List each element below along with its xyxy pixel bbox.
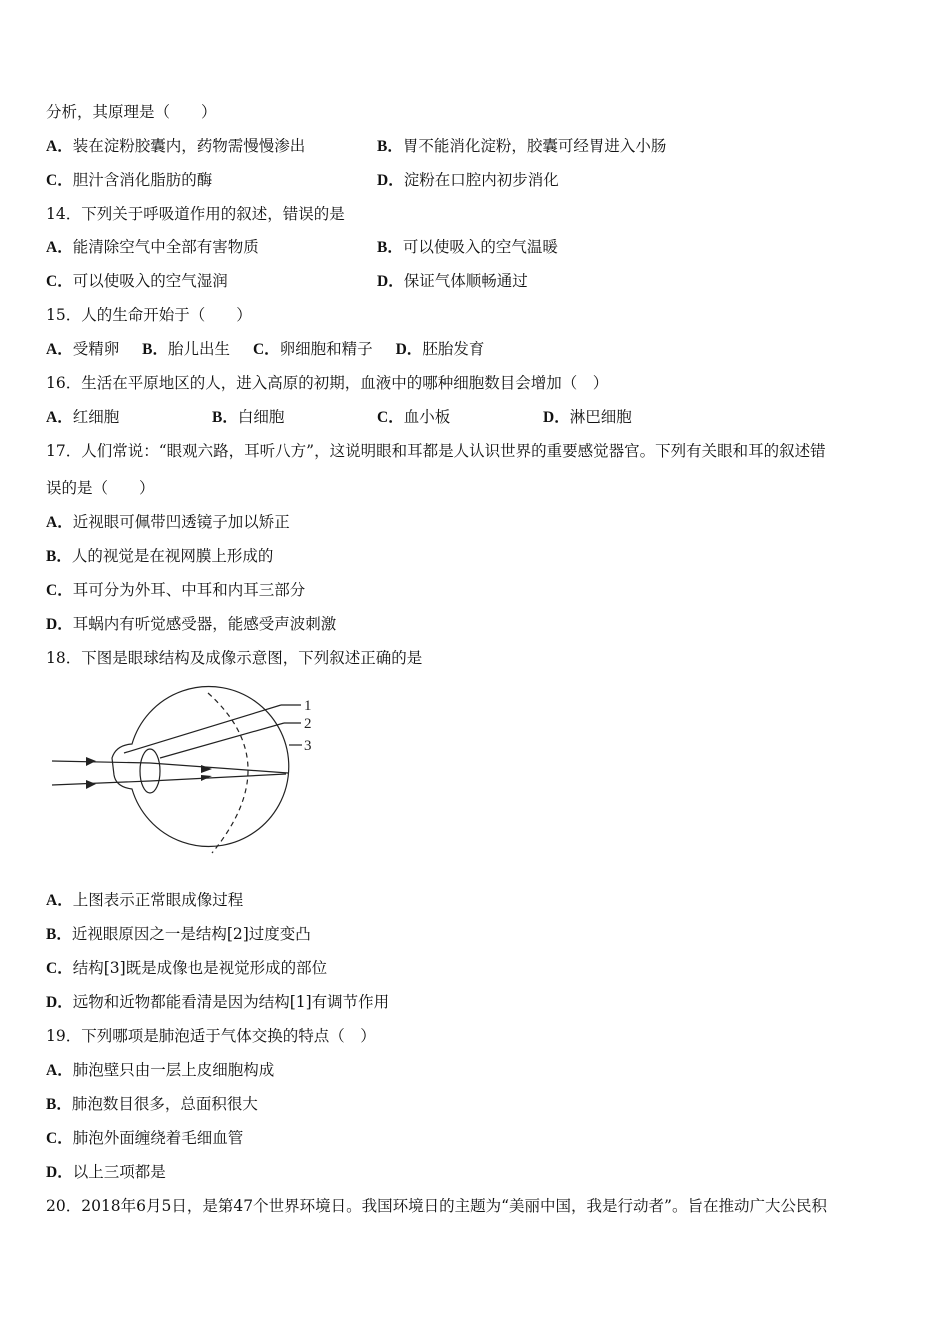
option-text: 胆汁含消化脂肪的酶 <box>72 171 213 189</box>
option-text: 胃不能消化淀粉，胶囊可经胃进入小肠 <box>402 137 667 155</box>
option-text: 能清除空气中全部有害物质 <box>72 238 259 256</box>
q17-stem-line1: 17．人们常说：“眼观六路，耳听八方”，这说明眼和耳都是人认识世界的重要感觉器官。下列有关眼和耳的叙述错 <box>46 442 826 460</box>
q14-option-d <box>377 271 528 292</box>
q13-option-d <box>377 170 559 191</box>
option-letter: B． <box>377 138 403 155</box>
q16-option-a: A．红细胞 <box>46 408 120 426</box>
q19-option-a: A．肺泡壁只由一层上皮细胞构成 <box>46 1061 275 1079</box>
option-letter: A． <box>46 138 73 155</box>
q13-option-c <box>46 170 212 191</box>
q18-stem: 18．下图是眼球结构及成像示意图，下列叙述正确的是 <box>46 649 423 667</box>
q17-option-c: C．耳可分为外耳、中耳和内耳三部分 <box>46 581 306 599</box>
q15-options <box>46 339 502 360</box>
option-letter: D． <box>377 172 404 189</box>
q16-stem: 16．生活在平原地区的人，进入高原的初期，血液中的哪种细胞数目会增加（ ） <box>46 374 609 392</box>
option-letter: A． <box>46 239 73 256</box>
q18-option-a: A．上图表示正常眼成像过程 <box>46 891 244 909</box>
q19-option-d: D．以上三项都是 <box>46 1163 166 1181</box>
q16-option-b: B．白细胞 <box>212 408 285 426</box>
eyeball-diagram <box>46 683 336 863</box>
option-text: 可以使吸入的空气温暖 <box>402 238 558 256</box>
diagram-label-1: 1 <box>304 698 312 714</box>
eyeball-illustration <box>46 683 336 863</box>
q18-option-b: B．近视眼原因之一是结构[2]过度变凸 <box>46 925 311 943</box>
option-letter: D． <box>377 273 404 290</box>
q15-stem: 15．人的生命开始于（ ） <box>46 306 252 324</box>
q17-stem-line2: 误的是（ ） <box>46 479 155 497</box>
q15-option-a: A．受精卵 <box>46 340 120 358</box>
q14-stem: 14．下列关于呼吸道作用的叙述，错误的是 <box>46 205 345 223</box>
q15-option-b: B．胎儿出生 <box>142 340 231 358</box>
option-letter: C． <box>46 273 73 290</box>
q15-option-c: C．卵细胞和精子 <box>252 340 373 358</box>
q14-option-a <box>46 237 259 258</box>
q15-option-d: D．胚胎发育 <box>395 340 485 358</box>
q14-option-c <box>46 271 228 292</box>
q17-option-a: A．近视眼可佩带凹透镜子加以矫正 <box>46 513 290 531</box>
q13-option-b <box>377 136 666 157</box>
q17-option-d: D．耳蜗内有听觉感受器，能感受声波刺激 <box>46 615 337 633</box>
diagram-label-2: 2 <box>304 716 312 732</box>
q20-stem: 20．2018年6月5日，是第47个世界环境日。我国环境日的主题为“美丽中国，我是行动者”。旨在推动广大公民积 <box>46 1197 827 1215</box>
q13-stem-tail: 分析，其原理是（ ） <box>46 103 217 121</box>
q19-option-b: B．肺泡数目很多，总面积很大 <box>46 1095 258 1113</box>
option-text: 装在淀粉胶囊内，药物需慢慢渗出 <box>72 137 306 155</box>
q14-option-b <box>377 237 558 258</box>
q16-option-d: D．淋巴细胞 <box>543 408 632 426</box>
q13-option-a <box>46 136 305 157</box>
option-text: 淀粉在口腔内初步消化 <box>403 171 559 189</box>
diagram-label-3: 3 <box>304 738 312 754</box>
option-letter: B． <box>377 239 403 256</box>
q16-option-c: C．血小板 <box>377 408 451 426</box>
q19-option-c: C．肺泡外面缠绕着毛细血管 <box>46 1129 244 1147</box>
option-text: 保证气体顺畅通过 <box>403 272 528 290</box>
q18-option-c: C．结构[3]既是成像也是视觉形成的部位 <box>46 959 328 977</box>
q18-option-d: D．远物和近物都能看清是因为结构[1]有调节作用 <box>46 993 390 1011</box>
q19-stem: 19．下列哪项是肺泡适于气体交换的特点（ ） <box>46 1027 376 1045</box>
option-letter: C． <box>46 172 73 189</box>
option-text: 可以使吸入的空气湿润 <box>72 272 228 290</box>
q17-option-b: B．人的视觉是在视网膜上形成的 <box>46 547 274 565</box>
